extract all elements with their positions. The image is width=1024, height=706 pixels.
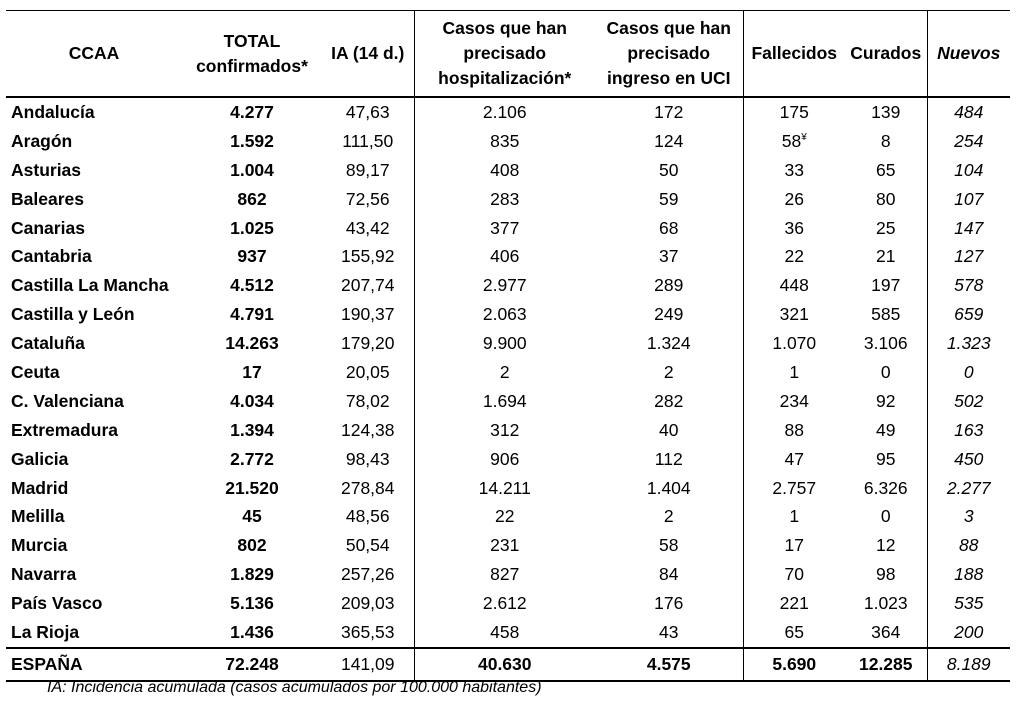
cell-ccaa: Andalucía	[11, 101, 95, 122]
cell-hospitalizacion: 14.211	[414, 474, 595, 503]
cell-total-confirmados: 4.512	[230, 275, 274, 296]
cell-nuevos: 450	[927, 445, 1010, 474]
table-row	[6, 560, 1010, 589]
table-row	[6, 531, 1010, 560]
cell-curados: 1.023	[863, 593, 908, 614]
cell-ia: 111,50	[342, 130, 394, 151]
cell-total-confirmados: 1.592	[230, 130, 274, 151]
cell-hospitalizacion: 827	[414, 560, 595, 589]
cell-fallecidos: 17	[743, 531, 845, 560]
cell-ccaa: Castilla La Mancha	[11, 275, 169, 296]
cell-fallecidos: 36	[743, 214, 845, 243]
cell-hospitalizacion: 312	[414, 416, 595, 445]
cell-ccaa: Madrid	[11, 477, 69, 498]
total-curados: 12.285	[845, 648, 927, 681]
cell-uci: 50	[659, 159, 679, 180]
cell-fallecidos: 58¥	[743, 127, 845, 156]
cell-nuevos: 104	[927, 156, 1010, 185]
cell-curados: 21	[876, 246, 896, 267]
cell-hospitalizacion: 2.106	[414, 97, 595, 127]
cell-fallecidos: 22	[743, 242, 845, 271]
cell-curados: 585	[871, 304, 901, 325]
cell-ccaa: Aragón	[11, 130, 73, 151]
cell-hospitalizacion: 377	[414, 214, 595, 243]
table-row	[6, 416, 1010, 445]
cell-nuevos: 484	[927, 97, 1010, 127]
footnote-mark: ¥	[801, 131, 807, 143]
cell-fallecidos: 1	[743, 502, 845, 531]
cell-ccaa: Extremadura	[11, 419, 118, 440]
cell-fallecidos: 65	[743, 618, 845, 648]
table-header	[6, 11, 1010, 98]
cell-fallecidos: 234	[743, 387, 845, 416]
cell-total-confirmados: 4.034	[230, 390, 274, 411]
cell-nuevos: 163	[927, 416, 1010, 445]
cell-nuevos: 535	[927, 589, 1010, 618]
covid-table-container	[6, 10, 1010, 682]
cell-uci: 40	[659, 419, 679, 440]
cell-uci: 176	[654, 593, 684, 614]
cell-ia: 89,17	[345, 159, 390, 180]
cell-hospitalizacion: 22	[414, 502, 595, 531]
cell-uci: 249	[654, 304, 684, 325]
cell-fallecidos: 47	[743, 445, 845, 474]
cell-total-confirmados: 4.277	[230, 101, 274, 122]
cell-ccaa: Cantabria	[11, 246, 92, 267]
cell-ia: 190,37	[340, 304, 395, 325]
total-confirmados: 72.248	[182, 648, 322, 681]
cell-ia: 20,05	[345, 361, 390, 382]
cell-uci: 59	[659, 188, 679, 209]
cell-fallecidos: 88	[743, 416, 845, 445]
cell-ia: 155,92	[340, 246, 395, 267]
cell-nuevos: 578	[927, 271, 1010, 300]
total-ia: 141,09	[322, 648, 414, 681]
cell-ccaa: Navarra	[11, 564, 77, 585]
table-row	[6, 156, 1010, 185]
cell-curados: 0	[880, 361, 891, 382]
header-ia: IA (14 d.)	[322, 11, 414, 98]
table-row	[6, 502, 1010, 531]
table-row	[6, 329, 1010, 358]
cell-curados: 197	[871, 275, 901, 296]
total-row	[6, 648, 1010, 681]
table-row	[6, 445, 1010, 474]
header-curados: Curados	[845, 11, 927, 98]
table-row	[6, 618, 1010, 648]
cell-nuevos: 659	[927, 300, 1010, 329]
cell-ccaa: Canarias	[11, 217, 85, 238]
cell-total-confirmados: 1.436	[230, 621, 274, 642]
table-row	[6, 271, 1010, 300]
cell-nuevos: 3	[927, 502, 1010, 531]
table-row	[6, 589, 1010, 618]
cell-total-confirmados: 1.394	[230, 419, 274, 440]
cell-uci: 43	[659, 621, 679, 642]
cell-hospitalizacion: 2.063	[414, 300, 595, 329]
cell-ia: 50,54	[345, 535, 390, 556]
covid-cases-table	[6, 10, 1010, 682]
total-ccaa: ESPAÑA	[6, 648, 182, 681]
cell-hospitalizacion: 2.612	[414, 589, 595, 618]
table-row	[6, 127, 1010, 156]
cell-fallecidos: 1	[743, 358, 845, 387]
cell-curados: 65	[876, 159, 896, 180]
header-nuevos: Nuevos	[927, 11, 1010, 98]
cell-nuevos: 147	[927, 214, 1010, 243]
cell-ia: 179,20	[340, 333, 395, 354]
cell-ccaa: Castilla y León	[11, 304, 135, 325]
cell-total-confirmados: 2.772	[230, 448, 274, 469]
cell-nuevos: 1.323	[927, 329, 1010, 358]
header-ccaa: CCAA	[6, 11, 182, 98]
cell-uci: 282	[654, 390, 684, 411]
cell-ccaa: Galicia	[11, 448, 69, 469]
cell-ia: 72,56	[345, 188, 390, 209]
cell-hospitalizacion: 406	[414, 242, 595, 271]
cell-nuevos: 254	[927, 127, 1010, 156]
cell-ccaa: Melilla	[11, 506, 65, 527]
cell-ccaa: Cataluña	[11, 333, 85, 354]
cell-ccaa: Murcia	[11, 535, 68, 556]
cell-ccaa: Asturias	[11, 159, 82, 180]
cell-ia: 278,84	[340, 477, 395, 498]
cell-fallecidos: 1.070	[743, 329, 845, 358]
cell-fallecidos: 448	[743, 271, 845, 300]
cell-nuevos: 2.277	[927, 474, 1010, 503]
header-fallecidos: Fallecidos	[743, 11, 845, 98]
cell-uci: 1.404	[646, 477, 691, 498]
cell-ia: 43,42	[345, 217, 390, 238]
cell-uci: 58	[659, 535, 679, 556]
total-nuevos: 8.189	[927, 648, 1010, 681]
total-hospitalizacion: 40.630	[414, 648, 595, 681]
cell-total-confirmados: 21.520	[225, 477, 279, 498]
cell-curados: 3.106	[863, 333, 908, 354]
cell-hospitalizacion: 283	[414, 185, 595, 214]
cell-hospitalizacion: 458	[414, 618, 595, 648]
cell-ccaa: Ceuta	[11, 361, 60, 382]
table-row	[6, 300, 1010, 329]
cell-total-confirmados: 45	[242, 506, 262, 527]
cell-ia: 257,26	[340, 564, 395, 585]
cell-total-confirmados: 1.829	[230, 564, 274, 585]
cell-curados: 25	[876, 217, 896, 238]
cell-ia: 48,56	[345, 506, 390, 527]
cell-hospitalizacion: 231	[414, 531, 595, 560]
cell-total-confirmados: 1.004	[230, 159, 274, 180]
cell-nuevos: 127	[927, 242, 1010, 271]
cell-total-confirmados: 4.791	[230, 304, 274, 325]
cell-ia: 124,38	[340, 419, 395, 440]
cell-uci: 289	[654, 275, 684, 296]
cell-ia: 365,53	[340, 621, 395, 642]
cell-uci: 1.324	[646, 333, 691, 354]
footnote: IA: Incidencia acumulada (casos acumulados por 100.000 habitantes)	[47, 679, 542, 696]
cell-uci: 68	[659, 217, 679, 238]
cell-curados: 12	[876, 535, 896, 556]
total-uci: 4.575	[595, 648, 743, 681]
cell-uci: 37	[659, 246, 679, 267]
cell-total-confirmados: 14.263	[225, 333, 279, 354]
cell-curados: 8	[880, 130, 891, 151]
cell-hospitalizacion: 2.977	[414, 271, 595, 300]
cell-ia: 78,02	[345, 390, 390, 411]
cell-curados: 364	[871, 621, 901, 642]
cell-uci: 124	[654, 130, 684, 151]
cell-hospitalizacion: 835	[414, 127, 595, 156]
cell-total-confirmados: 17	[242, 361, 262, 382]
cell-ccaa: La Rioja	[11, 621, 80, 642]
cell-total-confirmados: 862	[237, 188, 267, 209]
cell-curados: 6.326	[863, 477, 908, 498]
header-total: TOTAL confirmados*	[182, 11, 322, 98]
cell-hospitalizacion: 2	[414, 358, 595, 387]
cell-ccaa: Baleares	[11, 188, 84, 209]
cell-hospitalizacion: 906	[414, 445, 595, 474]
table-row	[6, 358, 1010, 387]
cell-ia: 98,43	[345, 448, 390, 469]
cell-total-confirmados: 937	[237, 246, 267, 267]
cell-uci: 172	[654, 101, 684, 122]
header-hospitalizacion: Casos que han precisado hospitalización*	[414, 11, 595, 98]
cell-nuevos: 188	[927, 560, 1010, 589]
cell-uci: 2	[663, 361, 674, 382]
cell-hospitalizacion: 1.694	[414, 387, 595, 416]
cell-ccaa: C. Valenciana	[11, 390, 124, 411]
cell-curados: 92	[876, 390, 896, 411]
cell-nuevos: 107	[927, 185, 1010, 214]
cell-fallecidos: 70	[743, 560, 845, 589]
header-uci: Casos que han precisado ingreso en UCI	[595, 11, 743, 98]
cell-total-confirmados: 5.136	[230, 593, 274, 614]
cell-curados: 95	[876, 448, 896, 469]
cell-fallecidos: 2.757	[743, 474, 845, 503]
table-row	[6, 97, 1010, 127]
cell-ia: 207,74	[340, 275, 395, 296]
cell-fallecidos: 26	[743, 185, 845, 214]
cell-fallecidos: 33	[743, 156, 845, 185]
cell-ccaa: País Vasco	[11, 593, 103, 614]
total-fallecidos: 5.690	[743, 648, 845, 681]
cell-fallecidos: 321	[743, 300, 845, 329]
cell-curados: 49	[876, 419, 896, 440]
cell-curados: 0	[880, 506, 891, 527]
table-row	[6, 474, 1010, 503]
table-row	[6, 242, 1010, 271]
cell-ia: 209,03	[340, 593, 395, 614]
cell-nuevos: 200	[927, 618, 1010, 648]
cell-nuevos: 502	[927, 387, 1010, 416]
cell-uci: 84	[659, 564, 679, 585]
cell-ia: 47,63	[345, 101, 390, 122]
table-row	[6, 185, 1010, 214]
cell-hospitalizacion: 408	[414, 156, 595, 185]
cell-total-confirmados: 802	[237, 535, 267, 556]
cell-curados: 80	[876, 188, 896, 209]
table-body	[6, 97, 1010, 648]
cell-fallecidos: 175	[743, 97, 845, 127]
cell-nuevos: 88	[927, 531, 1010, 560]
cell-uci: 2	[663, 506, 674, 527]
table-row	[6, 387, 1010, 416]
table-footer	[6, 648, 1010, 681]
cell-total-confirmados: 1.025	[230, 217, 274, 238]
cell-nuevos: 0	[927, 358, 1010, 387]
cell-hospitalizacion: 9.900	[414, 329, 595, 358]
cell-curados: 139	[871, 101, 901, 122]
cell-uci: 112	[654, 448, 683, 469]
cell-curados: 98	[876, 564, 896, 585]
cell-fallecidos: 221	[743, 589, 845, 618]
table-row	[6, 214, 1010, 243]
